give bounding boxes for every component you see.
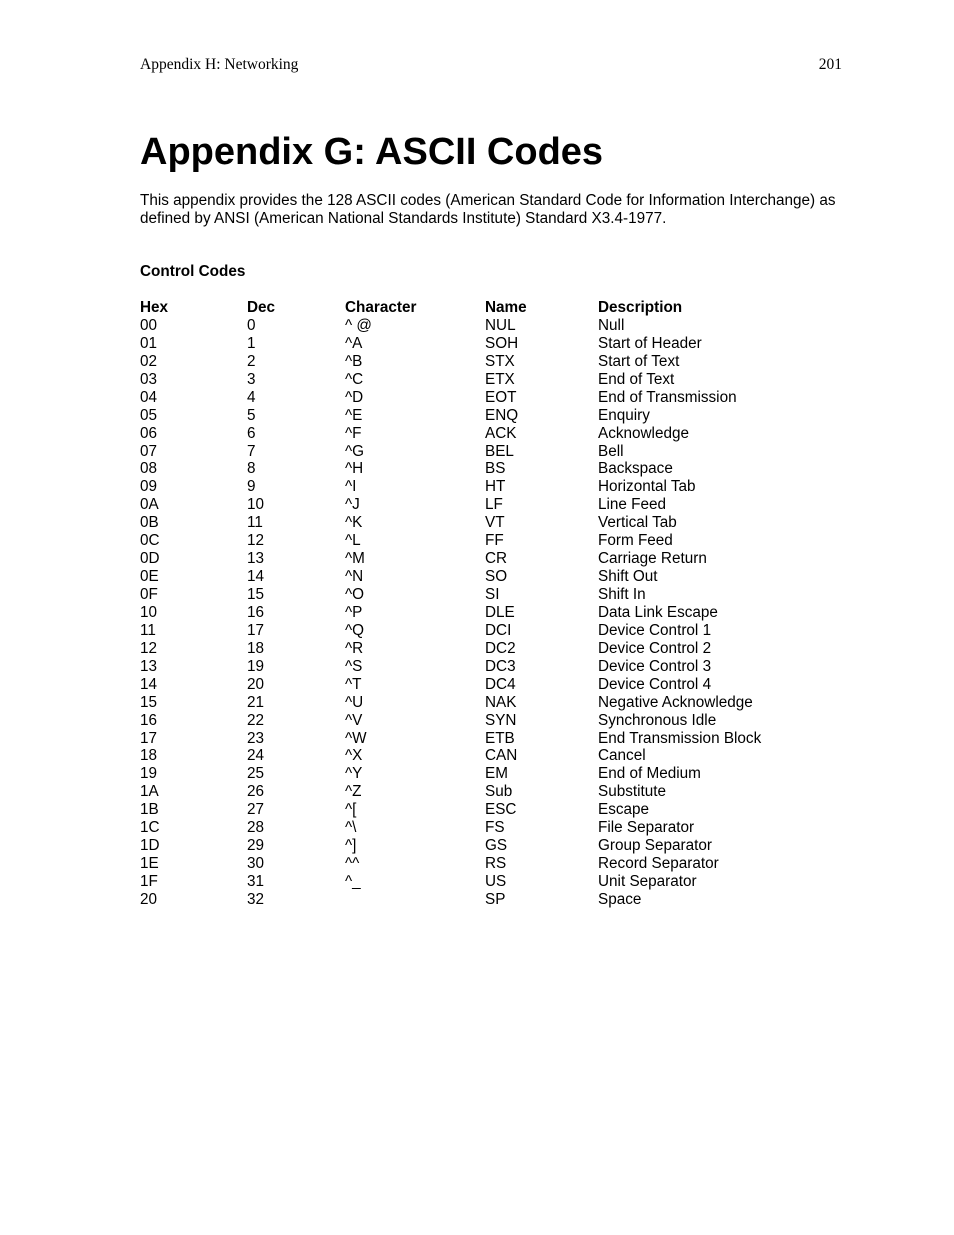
description-cell: Unit Separator bbox=[598, 873, 697, 890]
description-cell: Enquiry bbox=[598, 406, 650, 424]
name-cell: GS bbox=[485, 837, 508, 855]
page-number: 201 bbox=[818, 56, 842, 73]
description-cell: End Transmission Block bbox=[598, 729, 762, 747]
hex-cell: 01 bbox=[140, 334, 158, 352]
name-cell: EM bbox=[485, 765, 508, 783]
name-cell: SP bbox=[485, 890, 506, 908]
running-header bbox=[140, 56, 842, 76]
name-cell: BEL bbox=[485, 442, 514, 460]
table-row bbox=[140, 730, 820, 748]
dec-cell: 25 bbox=[247, 765, 265, 783]
description-cell: End of Text bbox=[598, 370, 675, 388]
hex-cell: 18 bbox=[140, 747, 158, 765]
hex-cell: 13 bbox=[140, 657, 158, 675]
character-cell: ^J bbox=[345, 496, 360, 514]
table-row bbox=[140, 443, 820, 461]
name-cell: Sub bbox=[485, 783, 513, 801]
character-cell: ^T bbox=[345, 675, 362, 693]
hex-cell: 11 bbox=[140, 621, 156, 639]
name-cell: ETX bbox=[485, 370, 515, 388]
character-cell: ^K bbox=[345, 514, 363, 532]
dec-cell: 3 bbox=[247, 370, 256, 388]
hex-cell: 07 bbox=[140, 442, 158, 460]
table-row bbox=[140, 837, 820, 855]
table-row bbox=[140, 604, 820, 622]
hex-cell: 16 bbox=[140, 711, 158, 729]
character-cell: ^A bbox=[345, 334, 363, 352]
character-cell: ^B bbox=[345, 352, 363, 370]
dec-cell: 29 bbox=[247, 837, 265, 855]
hex-cell: 1A bbox=[140, 783, 159, 801]
character-cell: ^M bbox=[345, 550, 365, 568]
table-row bbox=[140, 586, 820, 604]
dec-cell: 2 bbox=[247, 352, 256, 370]
table-row bbox=[140, 532, 820, 550]
hex-cell: 20 bbox=[140, 890, 158, 908]
name-cell: SI bbox=[485, 586, 500, 603]
table-row bbox=[140, 783, 820, 801]
description-cell: Cancel bbox=[598, 747, 646, 765]
name-cell: CAN bbox=[485, 747, 518, 765]
dec-cell: 9 bbox=[247, 478, 256, 496]
table-header-row bbox=[140, 299, 820, 317]
table-row bbox=[140, 801, 820, 819]
table-row bbox=[140, 335, 820, 353]
name-cell: SO bbox=[485, 568, 508, 586]
character-cell: ^V bbox=[345, 711, 363, 729]
description-cell: End of Transmission bbox=[598, 388, 737, 406]
description-cell: Acknowledge bbox=[598, 424, 689, 442]
name-cell: SOH bbox=[485, 334, 519, 352]
hex-cell: 1B bbox=[140, 801, 159, 819]
dec-cell: 32 bbox=[247, 890, 265, 908]
hex-cell: 0C bbox=[140, 532, 160, 550]
character-cell: ^E bbox=[345, 406, 363, 424]
running-header-chapter: Appendix H: Networking bbox=[140, 56, 299, 73]
hex-cell: 0D bbox=[140, 550, 160, 568]
table-row bbox=[140, 460, 820, 478]
description-cell: Record Separator bbox=[598, 855, 719, 873]
description-cell: Vertical Tab bbox=[598, 514, 677, 532]
table-row bbox=[140, 389, 820, 407]
name-cell: FF bbox=[485, 532, 504, 550]
name-cell: ETB bbox=[485, 729, 515, 747]
table-row bbox=[140, 371, 820, 389]
table-row bbox=[140, 819, 820, 837]
dec-cell: 15 bbox=[247, 586, 265, 603]
hex-cell: 02 bbox=[140, 352, 158, 370]
dec-cell: 28 bbox=[247, 819, 265, 837]
description-cell: Null bbox=[598, 316, 625, 334]
character-cell: ^Z bbox=[345, 783, 362, 801]
character-cell: ^\ bbox=[345, 819, 357, 837]
dec-cell: 0 bbox=[247, 316, 256, 334]
dec-cell: 21 bbox=[247, 693, 265, 711]
hex-cell: 12 bbox=[140, 639, 158, 657]
character-cell: ^H bbox=[345, 460, 364, 478]
table-row bbox=[140, 873, 820, 891]
description-cell: Substitute bbox=[598, 783, 667, 801]
dec-cell: 27 bbox=[247, 801, 265, 819]
name-cell: NUL bbox=[485, 316, 516, 334]
character-cell: ^ @ bbox=[345, 316, 372, 334]
hex-cell: 0A bbox=[140, 496, 159, 514]
table-row bbox=[140, 658, 820, 676]
dec-cell: 6 bbox=[247, 424, 256, 442]
character-cell: ^I bbox=[345, 478, 357, 496]
hex-cell: 1C bbox=[140, 819, 160, 837]
character-cell: ^W bbox=[345, 729, 367, 747]
description-cell: Backspace bbox=[598, 460, 673, 478]
description-cell: Form Feed bbox=[598, 532, 673, 550]
dec-cell: 12 bbox=[247, 532, 265, 550]
description-cell: Negative Acknowledge bbox=[598, 693, 753, 711]
name-cell: RS bbox=[485, 855, 507, 873]
dec-cell: 11 bbox=[247, 514, 263, 532]
character-cell: ^Y bbox=[345, 765, 363, 783]
table-row bbox=[140, 765, 820, 783]
character-cell: ^C bbox=[345, 370, 364, 388]
dec-cell: 1 bbox=[247, 334, 256, 352]
hex-cell: 05 bbox=[140, 406, 158, 424]
name-cell: DLE bbox=[485, 603, 515, 621]
description-cell: Device Control 1 bbox=[598, 621, 712, 639]
table-row bbox=[140, 712, 820, 730]
character-cell: ^^ bbox=[345, 855, 360, 873]
name-cell: EOT bbox=[485, 388, 517, 406]
description-cell: Bell bbox=[598, 442, 624, 460]
table-row bbox=[140, 568, 820, 586]
column-header-character: Character bbox=[345, 299, 417, 316]
hex-cell: 14 bbox=[140, 675, 158, 693]
name-cell: DC4 bbox=[485, 675, 516, 693]
character-cell: ^X bbox=[345, 747, 363, 765]
character-cell: ^[ bbox=[345, 801, 357, 819]
table-row bbox=[140, 747, 820, 765]
table-row bbox=[140, 694, 820, 712]
column-header-dec: Dec bbox=[247, 299, 276, 316]
description-cell: Shift In bbox=[598, 586, 646, 603]
character-cell: ^Q bbox=[345, 621, 365, 639]
description-cell: Start of Text bbox=[598, 352, 680, 370]
name-cell: DC2 bbox=[485, 639, 516, 657]
character-cell: ^S bbox=[345, 657, 363, 675]
name-cell: DC3 bbox=[485, 657, 516, 675]
name-cell: DCI bbox=[485, 621, 512, 639]
hex-cell: 15 bbox=[140, 693, 158, 711]
character-cell: ^P bbox=[345, 603, 363, 621]
column-header-hex: Hex bbox=[140, 299, 169, 316]
dec-cell: 17 bbox=[247, 621, 265, 639]
dec-cell: 8 bbox=[247, 460, 256, 478]
character-cell: ^F bbox=[345, 424, 362, 442]
table-row bbox=[140, 640, 820, 658]
name-cell: VT bbox=[485, 514, 505, 532]
hex-cell: 10 bbox=[140, 603, 158, 621]
name-cell: FS bbox=[485, 819, 505, 837]
dec-cell: 18 bbox=[247, 639, 265, 657]
section-heading: Control Codes bbox=[140, 263, 246, 280]
dec-cell: 22 bbox=[247, 711, 265, 729]
description-cell: Data Link Escape bbox=[598, 603, 718, 621]
name-cell: LF bbox=[485, 496, 503, 514]
dec-cell: 14 bbox=[247, 568, 265, 586]
hex-cell: 19 bbox=[140, 765, 158, 783]
description-cell: Device Control 4 bbox=[598, 675, 712, 693]
hex-cell: 09 bbox=[140, 478, 158, 496]
hex-cell: 06 bbox=[140, 424, 158, 442]
character-cell: ^N bbox=[345, 568, 364, 586]
dec-cell: 31 bbox=[247, 873, 265, 890]
dec-cell: 13 bbox=[247, 550, 265, 568]
hex-cell: 00 bbox=[140, 316, 158, 334]
dec-cell: 16 bbox=[247, 603, 265, 621]
name-cell: CR bbox=[485, 550, 508, 568]
description-cell: Line Feed bbox=[598, 496, 667, 514]
dec-cell: 20 bbox=[247, 675, 265, 693]
description-cell: Shift Out bbox=[598, 568, 658, 586]
dec-cell: 4 bbox=[247, 388, 256, 406]
table-row bbox=[140, 514, 820, 532]
table-row bbox=[140, 855, 820, 873]
table-row bbox=[140, 478, 820, 496]
table-row bbox=[140, 496, 820, 514]
character-cell: ^G bbox=[345, 442, 365, 460]
hex-cell: 08 bbox=[140, 460, 158, 478]
description-cell: File Separator bbox=[598, 819, 695, 837]
table-row bbox=[140, 353, 820, 371]
character-cell: ^_ bbox=[345, 873, 361, 890]
ascii-control-codes-table bbox=[140, 299, 820, 909]
description-cell: Horizontal Tab bbox=[598, 478, 696, 496]
description-cell: Carriage Return bbox=[598, 550, 707, 568]
description-cell: Synchronous Idle bbox=[598, 711, 717, 729]
name-cell: ENQ bbox=[485, 406, 519, 424]
hex-cell: 17 bbox=[140, 729, 158, 747]
table-row bbox=[140, 425, 820, 443]
column-header-name: Name bbox=[485, 299, 527, 316]
table-row bbox=[140, 622, 820, 640]
name-cell: NAK bbox=[485, 693, 517, 711]
description-cell: Group Separator bbox=[598, 837, 712, 855]
name-cell: STX bbox=[485, 352, 515, 370]
name-cell: BS bbox=[485, 460, 506, 478]
table-row bbox=[140, 891, 820, 909]
table-row bbox=[140, 407, 820, 425]
character-cell: ^O bbox=[345, 586, 365, 603]
name-cell: HT bbox=[485, 478, 506, 496]
dec-cell: 30 bbox=[247, 855, 265, 873]
dec-cell: 19 bbox=[247, 657, 265, 675]
name-cell: ACK bbox=[485, 424, 517, 442]
description-cell: Device Control 2 bbox=[598, 639, 712, 657]
hex-cell: 0B bbox=[140, 514, 159, 532]
character-cell: ^] bbox=[345, 837, 357, 855]
table-row bbox=[140, 317, 820, 335]
dec-cell: 7 bbox=[247, 442, 256, 460]
name-cell: US bbox=[485, 873, 507, 890]
dec-cell: 5 bbox=[247, 406, 256, 424]
description-cell: End of Medium bbox=[598, 765, 701, 783]
dec-cell: 24 bbox=[247, 747, 265, 765]
hex-cell: 0F bbox=[140, 586, 158, 603]
column-header-description: Description bbox=[598, 299, 683, 316]
table-row bbox=[140, 550, 820, 568]
character-cell: ^D bbox=[345, 388, 364, 406]
intro-paragraph: This appendix provides the 128 ASCII codes (American Standard Code for Information Interchange) as defined by ANSI (American National Standards Institute) Standard X3.4-1977. bbox=[140, 192, 836, 227]
character-cell: ^U bbox=[345, 693, 364, 711]
hex-cell: 03 bbox=[140, 370, 158, 388]
hex-cell: 1F bbox=[140, 873, 158, 890]
hex-cell: 1D bbox=[140, 837, 160, 855]
hex-cell: 0E bbox=[140, 568, 159, 586]
hex-cell: 1E bbox=[140, 855, 159, 873]
character-cell: ^L bbox=[345, 532, 361, 550]
dec-cell: 10 bbox=[247, 496, 265, 514]
table-row bbox=[140, 676, 820, 694]
description-cell: Start of Header bbox=[598, 334, 702, 352]
dec-cell: 26 bbox=[247, 783, 265, 801]
description-cell: Device Control 3 bbox=[598, 657, 712, 675]
dec-cell: 23 bbox=[247, 729, 265, 747]
name-cell: ESC bbox=[485, 801, 517, 819]
hex-cell: 04 bbox=[140, 388, 158, 406]
page-title: Appendix G: ASCII Codes bbox=[140, 131, 604, 173]
character-cell: ^R bbox=[345, 639, 364, 657]
description-cell: Escape bbox=[598, 801, 650, 819]
name-cell: SYN bbox=[485, 711, 517, 729]
description-cell: Space bbox=[598, 890, 642, 908]
